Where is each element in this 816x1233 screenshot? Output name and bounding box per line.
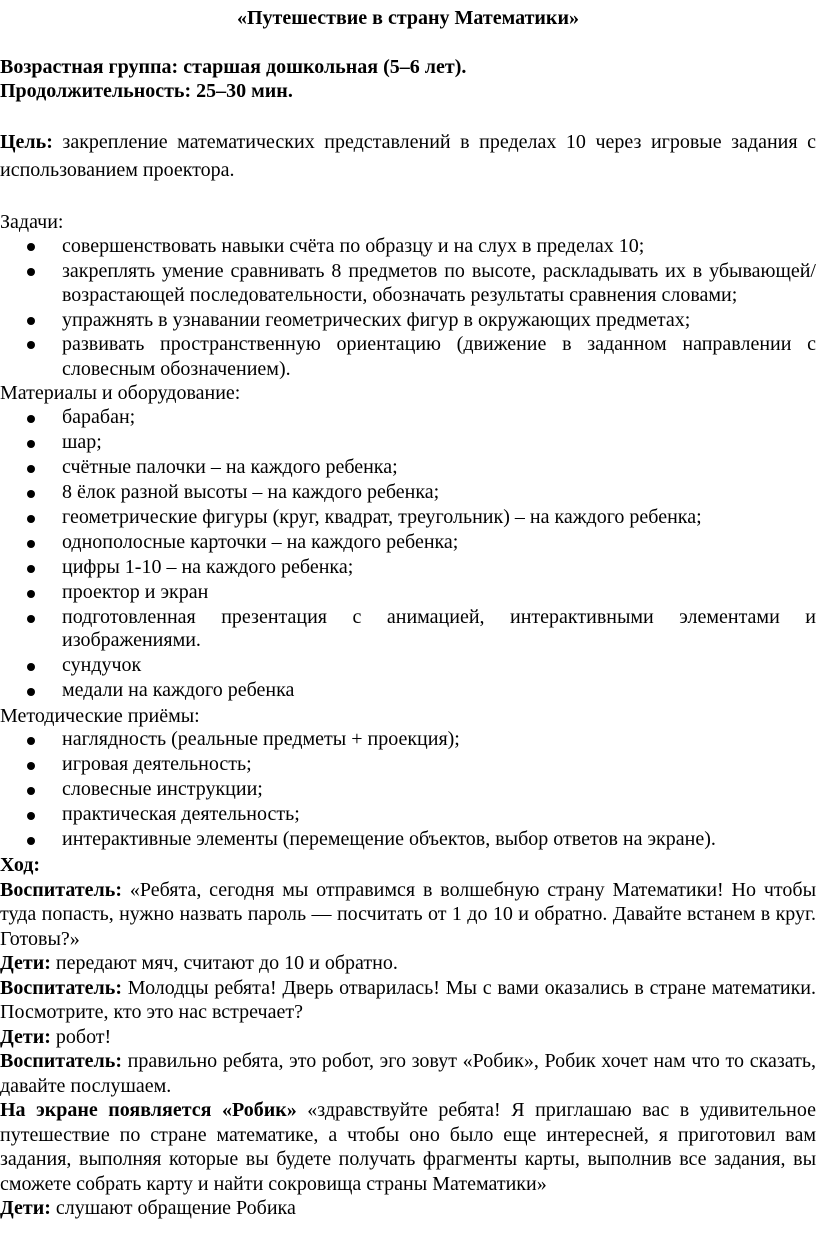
bullet-icon	[27, 243, 35, 251]
bullet-icon	[27, 465, 35, 473]
bullet-icon	[27, 341, 35, 349]
bullet-icon	[27, 440, 35, 448]
speaker: Дети:	[0, 1197, 51, 1219]
list-item: барабан;	[0, 406, 816, 429]
list-item: развивать пространственную ориентацию (движение в заданном направлении с словесным обозначением).	[0, 332, 816, 381]
materials-heading: Материалы и оборудование:	[0, 382, 241, 404]
bullet-icon	[27, 615, 35, 623]
bullet-icon	[27, 415, 35, 423]
list-item: медали на каждого ребенка	[0, 679, 816, 702]
bullet-icon	[27, 812, 35, 820]
speaker: Воспитатель:	[0, 878, 122, 901]
list-item: словесные инструкции;	[0, 778, 816, 801]
dialog-line: Дети: слушают обращение Робика	[0, 1197, 296, 1219]
bullet-icon	[27, 737, 35, 745]
tasks-list	[0, 234, 816, 381]
dialog-line: На экране появляется «Робик» «здравствуйте ребята! Я приглашаю вас в удивительное путешествие по стране математике, а чтобы оно было еще интересней, я приготовил вам задания, выполняя которые вы будете получать фрагменты карты, выполнив все задания, вы сможете собрать карту и найти сокровища страны Математики»	[0, 1099, 816, 1195]
list-item: сундучок	[0, 654, 816, 677]
speaker: На экране появляется «Робик»	[0, 1099, 297, 1121]
list-item: однополосные карточки – на каждого ребенка;	[0, 531, 816, 554]
dialog-line: Воспитатель: «Ребята, сегодня мы отправимся в волшебную страну Математики! Но чтобы туда попасть, нужно назвать пароль — посчитать от 1 до 10 и обратно. Давайте встанем в круг. Готовы?»	[0, 878, 816, 950]
document-title: «Путешествие в страну Математики»	[237, 7, 579, 29]
duration: Продолжительность: 25–30 мин.	[0, 80, 293, 102]
list-item: 8 ёлок разной высоты – на каждого ребенка;	[0, 481, 816, 504]
dialog-line: Воспитатель: правильно ребята, это робот, эго зовут «Робик», Робик хочет нам что то сказать, давайте послушаем.	[0, 1050, 816, 1097]
dialog-line: Воспитатель: Молодцы ребята! Дверь отварилась! Мы с вами оказались в стране математики. Посмотрите, кто это нас встречает?	[0, 976, 816, 1023]
speaker: Дети:	[0, 952, 51, 974]
goal-text: закрепление математических представлений в пределах 10 через игровые задания с использованием проектора.	[0, 130, 816, 181]
bullet-icon	[27, 490, 35, 498]
list-item: упражнять в узнавании геометрических фигур в окружающих предметах;	[0, 308, 816, 333]
list-item: подготовленная презентация с анимацией, интерактивными элементами и изображениями.	[0, 606, 816, 652]
bullet-icon	[27, 565, 35, 573]
list-item: закреплять умение сравнивать 8 предметов по высоте, раскладывать их в убывающей/возрастающей последовательности, обозначать результаты сравнения словами;	[0, 259, 816, 308]
goal-paragraph	[0, 128, 816, 184]
speaker: Воспитатель:	[0, 976, 122, 999]
list-item: наглядность (реальные предметы + проекция);	[0, 728, 816, 751]
speaker: Дети:	[0, 1025, 51, 1048]
list-item: игровая деятельность;	[0, 753, 816, 776]
list-item: геометрические фигуры (круг, квадрат, треугольник) – на каждого ребенка;	[0, 506, 816, 529]
bullet-icon	[27, 268, 35, 276]
bullet-icon	[27, 540, 35, 548]
list-item: цифры 1-10 – на каждого ребенка;	[0, 556, 816, 579]
list-item: совершенствовать навыки счёта по образцу и на слух в пределах 10;	[0, 234, 816, 259]
tasks-heading: Задачи:	[0, 210, 64, 233]
list-item: счётные палочки – на каждого ребенка;	[0, 456, 816, 479]
list-item: проектор и экран	[0, 581, 816, 604]
list-item: интерактивные элементы (перемещение объектов, выбор ответов на экране).	[0, 828, 816, 851]
bullet-icon	[27, 515, 35, 523]
list-item: шар;	[0, 431, 816, 454]
bullet-icon	[27, 787, 35, 795]
bullet-icon	[27, 837, 35, 845]
materials-list	[0, 406, 816, 702]
list-item: практическая деятельность;	[0, 803, 816, 826]
speaker: Воспитатель:	[0, 1050, 122, 1072]
dialog-line: Дети: робот!	[0, 1025, 112, 1048]
bullet-icon	[27, 663, 35, 671]
bullet-icon	[27, 317, 35, 325]
course-heading: Ход:	[0, 854, 41, 876]
methods-list	[0, 728, 816, 851]
dialog-line: Дети: передают мяч, считают до 10 и обратно.	[0, 952, 398, 974]
age-group: Возрастная группа: старшая дошкольная (5–6 лет).	[0, 55, 467, 78]
methods-heading: Методические приёмы:	[0, 704, 200, 727]
bullet-icon	[27, 590, 35, 598]
goal-label: Цель:	[0, 130, 53, 153]
bullet-icon	[27, 688, 35, 696]
bullet-icon	[27, 762, 35, 770]
